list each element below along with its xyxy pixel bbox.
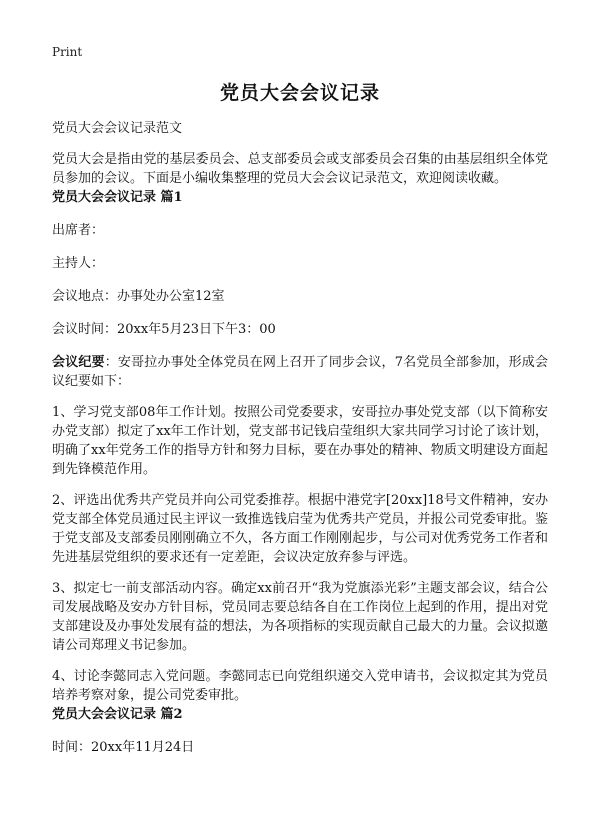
attendees-line: 出席者： bbox=[52, 223, 105, 238]
subtitle: 党员大会会议记录范文 bbox=[52, 121, 183, 136]
item-4: 4、讨论李懿同志入党问题。李懿同志已向党组织递交入党申请书，会议拟定其为党员培养考察对象，提公司党委审批。 bbox=[52, 669, 548, 703]
summary-text: ：安哥拉办事处全体党员在网上召开了同步会议，7名党员全部参加，形成会议纪要如下： bbox=[52, 355, 548, 389]
host-line: 主持人： bbox=[52, 256, 105, 271]
time-line: 会议时间：20xx年5月23日下午3：00 bbox=[52, 322, 276, 337]
item-1: 1、学习党支部08年工作计划。按照公司党委要求，安哥拉办事处党支部（以下简称安办党支部）拟定了xx年工作计划，党支部书记钱启莹组织大家共同学习讨论了该计划，明确了xx年党务工作的指导方针和努力目标，要在办事处的精神、物质文明建设方面起到先锋模范作用。 bbox=[52, 405, 548, 477]
page-title: 党员大会会议记录 bbox=[219, 82, 380, 104]
item-3: 3、拟定七一前支部活动内容。确定xx前召开“我为党旗添光彩”主题支部会议，结合公司发展战略及安办方针目标，党员同志要总结各自在工作岗位上起到的作用，提出对党支部建设及办事处发展有益的想法，为各项指标的实现贡献自己最大的力量。会议拟邀请公司郑理义书记参加。 bbox=[52, 581, 548, 653]
section-1-heading: 党员大会会议记录 篇1 bbox=[52, 190, 183, 205]
section-2-time-line: 时间：20xx年11月24日 bbox=[52, 740, 195, 755]
item-2: 2、评选出优秀共产党员并向公司党委推荐。根据中港党字[20xx]18号文件精神，安办党支部全体党员通过民主评议一致推选钱启莹为优秀共产党员，并报公司党委审批。鉴于党支部及支部委员刚刚确立不久，各方面工作刚刚起步，与公司对优秀党务工作者和先进基层党组织的要求还有一定差距，会议决定放弃参与评选。 bbox=[52, 493, 548, 565]
location-line: 会议地点：办事处办公室12室 bbox=[52, 289, 225, 304]
print-label: Print bbox=[52, 45, 83, 59]
summary-label: 会议纪要 bbox=[52, 355, 105, 370]
summary-paragraph bbox=[52, 353, 548, 391]
intro-paragraph: 党员大会是指由党的基层委员会、总支部委员会或支部委员会召集的由基层组织全体党员参加的会议。下面是小编收集整理的党员大会会议记录范文，欢迎阅读收藏。 bbox=[52, 152, 548, 186]
section-2-heading: 党员大会会议记录 篇2 bbox=[52, 707, 183, 722]
